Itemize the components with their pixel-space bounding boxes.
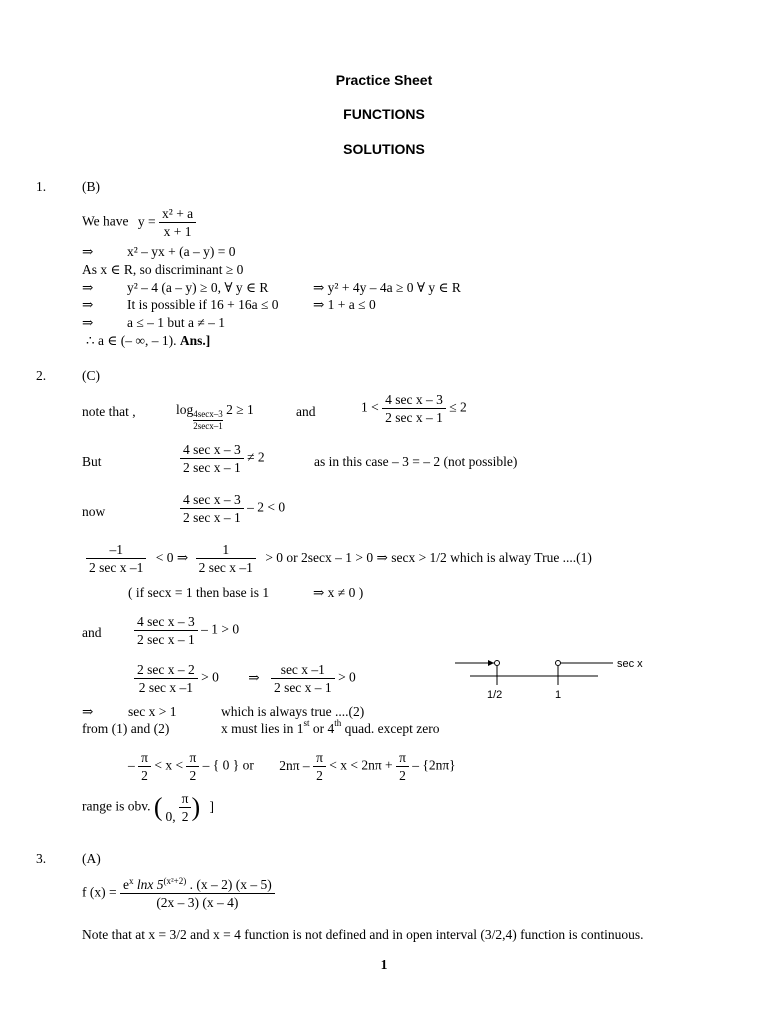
q2-l9-st: st <box>303 718 310 728</box>
q2-answer: (C) <box>82 368 100 383</box>
q2-line4 <box>86 541 592 576</box>
q2-now: now <box>82 504 106 519</box>
q2-log-base-num: 4secx–3 <box>193 409 223 419</box>
q1-line4b: ⇒ y² + 4y – 4a ≥ 0 ∀ y ∈ R <box>313 280 461 295</box>
q3-f-lnx: lnx 5 <box>133 877 164 892</box>
q1-line7 <box>86 334 210 348</box>
q2-now-expr <box>180 491 285 526</box>
q2-and-1: and <box>296 404 316 419</box>
q2-and-den: 2 sec x – 1 <box>137 632 195 647</box>
q2-r-two3: 2 <box>316 768 323 783</box>
q2-r-mid: < x < <box>154 757 184 773</box>
q2-line9b <box>221 718 440 736</box>
q2-line5b: ⇒ x ≠ 0 ) <box>313 585 364 600</box>
q2-number: 2. <box>36 368 47 383</box>
q2-l7-den2: 2 sec x – 1 <box>273 680 332 695</box>
q2-l4-num2: 1 <box>196 541 256 559</box>
q2-l7-num1: 2 sec x – 2 <box>134 661 198 679</box>
q2-range-pi-frac <box>179 790 192 825</box>
q1-implies-2: ⇒ <box>82 280 94 295</box>
q2-range-end: ] <box>209 798 215 814</box>
q2-and-2: and <box>82 625 102 640</box>
q2-line5: ( if secx = 1 then base is 1 <box>128 585 270 600</box>
q2-r-pi3: π <box>313 749 326 767</box>
q2-range-two: 2 <box>181 809 189 824</box>
q2-but-den: 2 sec x – 1 <box>183 460 241 475</box>
number-line-open-point-one <box>556 661 561 666</box>
number-line-half-label: 1/2 <box>487 689 503 701</box>
q1-line1-text: We have <box>82 213 129 229</box>
q2-log-base-den: 2secx–1 <box>193 421 223 431</box>
q3-f-exp: (x²+2) <box>163 876 187 886</box>
q2-l4-frac2 <box>196 541 256 576</box>
q2-and-num: 4 sec x – 3 <box>134 613 198 631</box>
q3-f-rest: . (x – 2) (x – 5) <box>186 877 272 892</box>
q2-but-num: 4 sec x – 3 <box>180 441 244 459</box>
q1-line3: As x ∈ R, so discriminant ≥ 0 <box>82 262 244 277</box>
q1-fraction-numerator: x² + a <box>159 205 196 223</box>
q2-l9-b: x must lies in 1 <box>221 721 304 736</box>
q2-but: But <box>82 454 102 469</box>
q2-log: log <box>176 402 194 417</box>
q2-r-set: – { 0 } or <box>202 757 254 773</box>
q1-number: 1. <box>36 179 47 194</box>
sheet-title: Practice Sheet <box>335 72 433 88</box>
q1-implies-4: ⇒ <box>82 315 94 330</box>
q2-r-gen-a: 2nπ – <box>279 757 310 773</box>
q3-fraction-numerator <box>120 876 275 894</box>
q2-range-line <box>128 749 456 784</box>
q2-range-close-paren: ) <box>191 792 201 822</box>
q1-ans-label: Ans.] <box>179 333 211 348</box>
number-line-diagram <box>450 652 660 704</box>
q1-answer: (B) <box>82 179 100 194</box>
q2-l7-imp: ⇒ <box>248 669 260 685</box>
q2-l4-den2: 2 sec x –1 <box>198 560 253 575</box>
q2-line7 <box>134 661 356 696</box>
page-number: 1 <box>380 957 388 972</box>
q2-ineq-fraction <box>382 391 446 426</box>
q2-l4-b: > 0 or 2secx – 1 > 0 ⇒ secx > 1/2 which is alway True ....(1) <box>265 549 592 565</box>
q2-line8: sec x > 1 <box>128 704 177 719</box>
q2-r-pi4: π <box>396 749 409 767</box>
q3-note: Note that at x = 3/2 and x = 4 function is not defined and in open interval (3/2,4) function is continuous. <box>82 927 644 942</box>
q2-r-frac4 <box>396 749 409 784</box>
number-line-label: sec x <box>617 658 643 670</box>
sheet-section: SOLUTIONS <box>343 141 425 157</box>
q2-range-pre: range is obv. <box>82 798 151 814</box>
q2-range-frac <box>163 791 179 825</box>
q2-and-rest: – 1 > 0 <box>201 621 240 637</box>
q2-log-expression <box>176 402 254 431</box>
q2-ineq-right: ≤ 2 <box>449 399 467 415</box>
q2-line8b: which is always true ....(2) <box>221 704 365 719</box>
q2-and-fraction <box>134 613 198 648</box>
q3-answer: (A) <box>82 851 101 866</box>
q2-r-pi2: π <box>186 749 199 767</box>
q2-range-pi: π <box>179 790 192 808</box>
q1-line1 <box>82 205 196 240</box>
q1-line5b: ⇒ 1 + a ≤ 0 <box>313 297 376 312</box>
q1-line6: a ≤ – 1 but a ≠ – 1 <box>127 315 226 330</box>
q2-note-label: note that , <box>82 404 136 419</box>
q2-r-two2: 2 <box>189 768 197 783</box>
q2-log-rest: 2 ≥ 1 <box>226 402 254 417</box>
q2-now-rest: – 2 < 0 <box>247 499 286 515</box>
q2-r-two1: 2 <box>141 768 148 783</box>
q1-implies-1: ⇒ <box>82 244 94 259</box>
q2-log-base <box>193 409 223 432</box>
q1-fraction <box>159 205 196 240</box>
q2-now-num: 4 sec x – 3 <box>180 491 244 509</box>
q3-number: 3. <box>36 851 47 866</box>
q2-range-obv <box>82 790 214 825</box>
q2-ineq-den: 2 sec x – 1 <box>385 410 443 425</box>
q1-line5: It is possible if 16 + 16a ≤ 0 <box>127 297 279 312</box>
q2-l7-frac1 <box>134 661 198 696</box>
q2-ineq-left: 1 < <box>361 399 379 415</box>
q1-line2: x² – yx + (a – y) = 0 <box>127 244 236 259</box>
q2-l7-b: > 0 <box>338 669 356 685</box>
q3-fraction <box>120 876 275 911</box>
q2-r-frac1 <box>138 749 151 784</box>
q3-f-lhs: f (x) = <box>82 884 117 900</box>
q2-line9: from (1) and (2) <box>82 721 170 736</box>
q1-line1-y: y = <box>137 213 156 229</box>
q2-l7-frac2 <box>271 661 335 696</box>
q2-implies-final: ⇒ <box>82 704 94 719</box>
q2-l4-a: < 0 ⇒ <box>155 549 189 565</box>
q2-r-gen-b: < x < 2nπ + <box>329 757 393 773</box>
q2-r-frac3 <box>313 749 326 784</box>
q2-l7-num2: sec x –1 <box>271 661 335 679</box>
q2-r-gen-c: – {2nπ} <box>412 757 456 773</box>
q2-l7-den1: 2 sec x –1 <box>138 680 194 695</box>
q2-and-expr <box>134 613 239 648</box>
q2-l9-th: th <box>334 718 342 728</box>
number-line-arrow <box>488 660 494 666</box>
q2-range-zero: 0, <box>165 808 176 824</box>
q2-l9-c: or 4 <box>309 721 335 736</box>
sheet-subject: FUNCTIONS <box>343 106 425 122</box>
q1-implies-3: ⇒ <box>82 297 94 312</box>
q2-l4-den1: 2 sec x –1 <box>89 560 144 575</box>
q2-but-expr <box>180 441 265 476</box>
q3-f-e: e <box>122 877 129 892</box>
number-line-open-point-half <box>495 661 500 666</box>
q2-ineq-num: 4 sec x – 3 <box>382 391 446 409</box>
q2-now-den: 2 sec x – 1 <box>183 510 241 525</box>
q2-r-two4: 2 <box>399 768 406 783</box>
q3-f-ex: x <box>128 876 134 886</box>
q2-but-note: as in this case – 3 = – 2 (not possible) <box>314 454 518 469</box>
q2-l7-a: > 0 <box>201 669 219 685</box>
q2-l9-d: quad. except zero <box>341 721 440 736</box>
q1-conclusion: ∴ a ∈ (– ∞, – 1). <box>86 333 177 348</box>
q2-but-rest: ≠ 2 <box>247 449 265 465</box>
number-line-one-label: 1 <box>555 689 562 701</box>
q1-line4: y² – 4 (a – y) ≥ 0, ∀ y ∈ R <box>127 280 269 295</box>
q2-r-minus: – <box>128 757 135 773</box>
q2-but-fraction <box>180 441 244 476</box>
q3-function <box>82 876 275 911</box>
q2-now-fraction <box>180 491 244 526</box>
q1-fraction-denominator: x + 1 <box>163 224 192 239</box>
q2-l4-num1: –1 <box>86 541 146 559</box>
q2-range-open-paren: ( <box>153 792 163 822</box>
q2-r-frac2 <box>186 749 199 784</box>
q2-r-pi1: π <box>138 749 151 767</box>
q3-fraction-denominator: (2x – 3) (x – 4) <box>156 895 239 910</box>
q2-ineq <box>361 391 467 426</box>
q2-l4-frac1 <box>86 541 146 576</box>
